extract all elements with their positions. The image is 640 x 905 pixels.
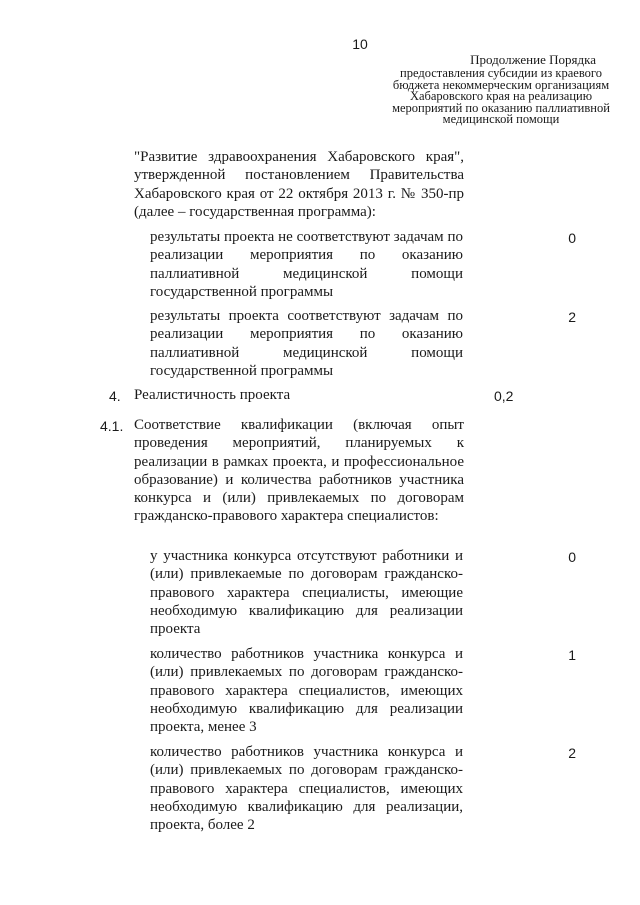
intro-text: "Развитие здравоохранения Хабаровского края", утвержденной постановлением Правительства Хабаровского края от 22 октября 2013 г. № 350-пр (далее – государственная программа):	[134, 149, 464, 220]
option-b-2-score: 1	[568, 647, 576, 663]
option-b-3-text: количество работников участника конкурса и (или) привлекаемых по договорам гражданско-правового характера специалистов, имеющих необходимую квалификацию для реализации, проекта, более 2	[150, 744, 463, 834]
header-description: предоставления субсидии из краевого бюджета некоммерческим организациям Хабаровского края на реализацию мероприятий по оказанию паллиативной медицинской помощи	[392, 66, 610, 126]
option-a-2-text: результаты проекта соответствуют задачам по реализации мероприятия по оказанию паллиативной медицинской помощи государственной программы	[150, 308, 463, 379]
section-4-number: 4.	[109, 388, 121, 404]
section-4-weight: 0,2	[494, 388, 514, 404]
page-number: 10	[352, 36, 368, 52]
option-a-1-score: 0	[568, 230, 576, 246]
section-41-number: 4.1.	[100, 418, 124, 434]
option-a-1-text: результаты проекта не соответствуют задачам по реализации мероприятия по оказанию паллиативной медицинской помощи государственной программы	[150, 229, 463, 300]
option-a-2-score: 2	[568, 309, 576, 325]
option-b-3-score: 2	[568, 745, 576, 761]
section-41-text: Соответствие квалификации (включая опыт проведения мероприятий, планируемых к реализации в рамках проекта, и профессиональное образование) и количества работников участника конкурса и (или) привлекаемых по договорам гражданско-правового характера специалистов:	[134, 417, 464, 525]
section-4-title: Реалистичность проекта	[134, 387, 291, 403]
option-b-2-text: количество работников участника конкурса и (или) привлекаемых по договорам гражданско-правового характера специалистов, имеющих необходимую квалификацию для реализации проекта, менее 3	[150, 646, 463, 736]
option-b-1-score: 0	[568, 549, 576, 565]
option-b-1-text: у участника конкурса отсутствуют работники и (или) привлекаемые по договорам гражданско-правового характера специалисты, имеющие необходимую квалификацию для реализации проекта	[150, 548, 463, 638]
header-continuation: Продолжение Порядка	[470, 52, 596, 67]
